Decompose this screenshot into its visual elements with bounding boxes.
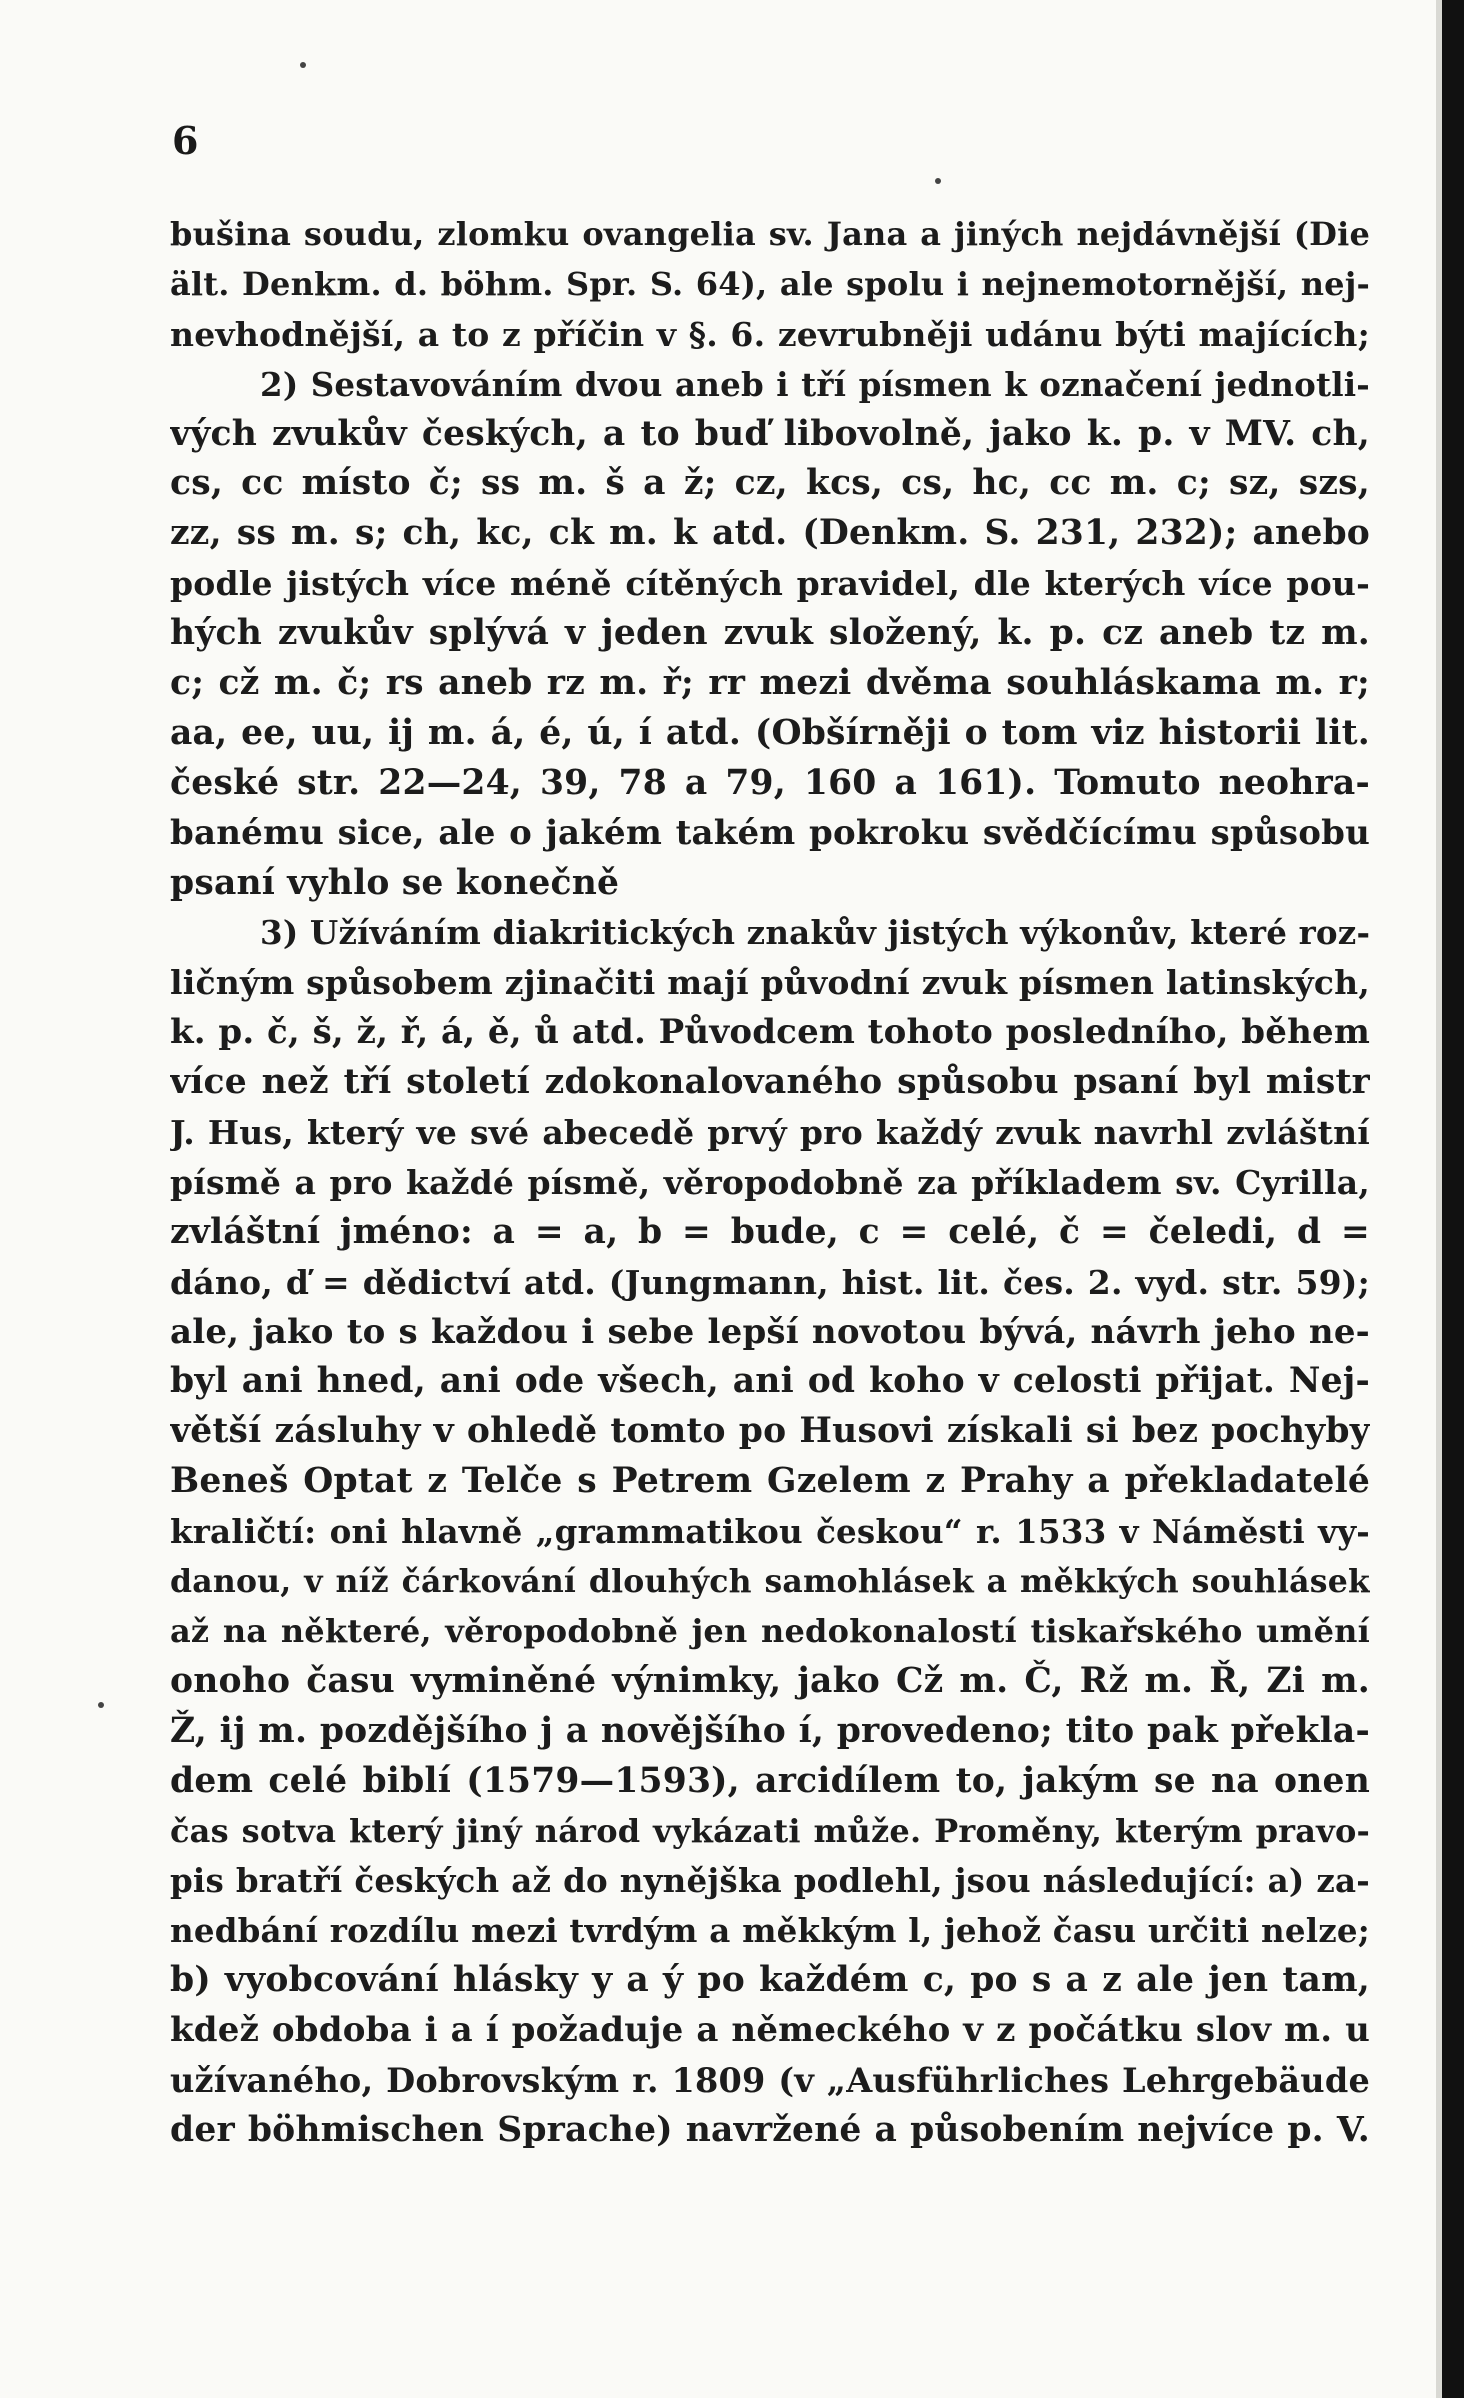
text-line: ale, jako to s každou i sebe lepší novotou bývá, návrh jeho ne- <box>170 1311 1370 1352</box>
text-line: dem celé biblí (1579—1593), arcidílem to, jakým se na onen <box>170 1760 1370 1801</box>
text-line: byl ani hned, ani ode všech, ani od koho v celosti přijat. Nej- <box>170 1361 1370 1402</box>
text-line: danou, v níž čárkování dlouhých samohlásek a měkkých souhlásek <box>170 1563 1370 1601</box>
text-line: 2) Sestavováním dvou aneb i tří písmen k označení jednotli- <box>260 364 1370 404</box>
text-line: Ž, ij m. pozdějšího j a novějšího í, provedeno; tito pak překla- <box>170 1710 1370 1751</box>
text-line: onoho času vyminěné výnimky, jako Cž m. Č, Rž m. Ř, Zi m. <box>170 1660 1370 1701</box>
text-line: až na některé, věropodobně jen nedokonalostí tiskařského umění <box>170 1611 1370 1650</box>
text-line: ält. Denkm. d. böhm. Spr. S. 64), ale spolu i nejnemotornější, nej- <box>170 264 1370 303</box>
text-line: podle jistých více méně cítěných pravidel, dle kterých více pou- <box>170 564 1370 604</box>
text-line: 3) Užíváním diakritických znakův jistých výkonův, které roz- <box>260 913 1370 953</box>
text-line: hých zvukův splývá v jeden zvuk složený, k. p. cz aneb tz m. <box>170 613 1370 654</box>
text-line: ličným spůsobem zjinačiti mají původní zvuk písmen latinských, <box>170 963 1370 1003</box>
text-line: zvláštní jméno: a = a, b = bude, c = celé, č = čeledi, d = <box>170 1211 1370 1252</box>
text-line: J. Hus, který ve své abecedě prvý pro každý zvuk navrhl zvláštní <box>170 1113 1370 1153</box>
body-text <box>170 210 1370 2156</box>
text-line: psaní vyhlo se konečně <box>170 862 620 903</box>
text-line: cs, cc místo č; ss m. š a ž; cz, kcs, cs, hc, cc m. c; sz, szs, <box>170 463 1370 504</box>
text-line: české str. 22—24, 39, 78 a 79, 160 a 161). Tomuto neohra- <box>170 762 1370 803</box>
text-line: nevhodnější, a to z příčin v §. 6. zevrubněji udánu býti majících; <box>170 314 1370 354</box>
text-line: písmě a pro každé písmě, věropodobně za příkladem sv. Cyrilla, <box>170 1162 1370 1202</box>
text-line: banému sice, ale o jakém takém pokroku svědčícímu spůsobu <box>170 812 1370 853</box>
text-line: užívaného, Dobrovským r. 1809 (v „Ausführliches Lehrgebäude <box>170 2060 1370 2100</box>
text-line: více než tří století zdokonalovaného spůsobu psaní byl mistr <box>170 1062 1370 1103</box>
text-line: bušina soudu, zlomku ovangelia sv. Jana a jiných nejdávnější (Die <box>170 215 1370 253</box>
page-edge-border <box>1442 0 1464 2398</box>
text-line: dáno, ď = dědictví atd. (Jungmann, hist. lit. čes. 2. vyd. str. 59); <box>170 1262 1370 1302</box>
page-number: 6 <box>172 118 199 163</box>
text-line: aa, ee, uu, ij m. á, é, ú, í atd. (Obšírněji o tom viz historii lit. <box>170 712 1370 753</box>
scan-speck <box>300 62 306 68</box>
text-line: b) vyobcování hlásky y a ý po každém c, po s a z ale jen tam, <box>170 1960 1370 2001</box>
text-line: větší zásluhy v ohledě tomto po Husovi získali si bez pochyby <box>170 1411 1370 1452</box>
text-line: nedbání rozdílu mezi tvrdým a měkkým l, jehož času určiti nelze; <box>170 1911 1370 1951</box>
text-line: k. p. č, š, ž, ř, á, ě, ů atd. Původcem tohoto posledního, během <box>170 1012 1370 1053</box>
text-line: c; cž m. č; rs aneb rz m. ř; rr mezi dvěma souhláskama m. r; <box>170 663 1370 704</box>
text-line: čas sotva který jiný národ vykázati může. Proměny, kterým pravo- <box>170 1811 1370 1850</box>
text-line: vých zvukův českých, a to buď libovolně, jako k. p. v MV. ch, <box>170 413 1370 454</box>
scan-speck <box>935 178 941 184</box>
text-line: pis bratří českých až do nynějška podlehl, jsou následující: a) za- <box>170 1861 1370 1901</box>
text-line: zz, ss m. s; ch, kc, ck m. k atd. (Denkm. S. 231, 232); anebo <box>170 513 1370 554</box>
text-line: kraličtí: oni hlavně „grammatikou českou“ r. 1533 v Náměsti vy- <box>170 1512 1370 1552</box>
text-line: kdež obdoba i a í požaduje a německého v z počátku slov m. u <box>170 2010 1370 2051</box>
text-line: Beneš Optat z Telče s Petrem Gzelem z Prahy a překladatelé <box>170 1461 1370 1502</box>
text-line: der böhmischen Sprache) navržené a působením nejvíce p. V. <box>170 2109 1370 2150</box>
scan-speck <box>98 1702 104 1708</box>
